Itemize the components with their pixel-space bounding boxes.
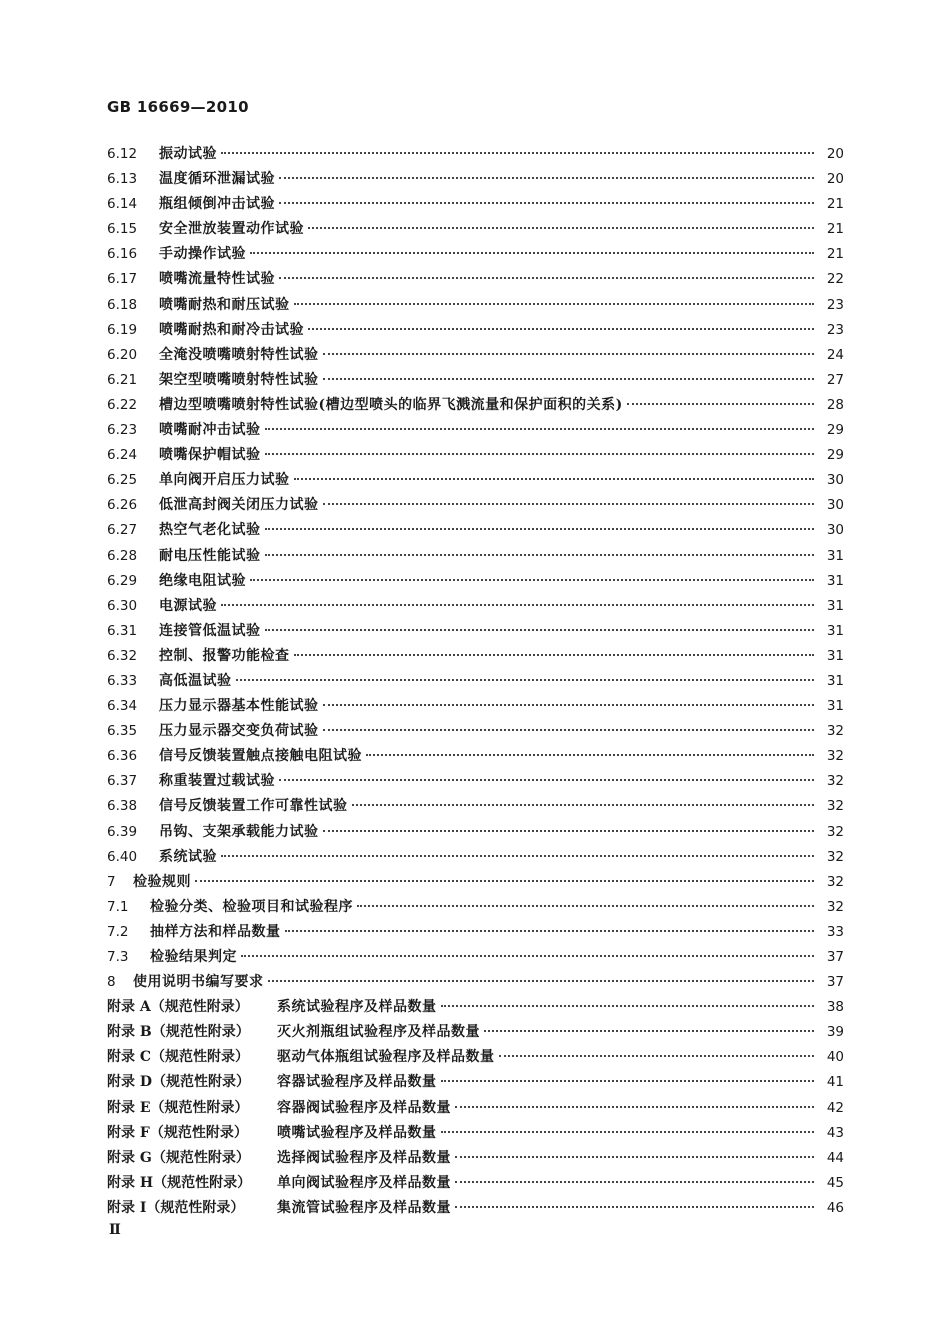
toc-entry-title: 压力显示器基本性能试验 — [159, 698, 319, 715]
toc-dot-leader — [195, 879, 814, 882]
toc-entry-number: 附录 A（规范性附录） — [107, 999, 249, 1016]
toc-entry-page: 32 — [826, 723, 844, 740]
toc-dot-leader — [294, 653, 815, 656]
toc-entry-number: 附录 F（规范性附录） — [107, 1124, 248, 1141]
toc-entry[interactable] — [107, 1096, 844, 1121]
toc-entry-title: 驱动气体瓶组试验程序及样品数量 — [277, 1049, 495, 1066]
toc-entry-page: 27 — [826, 371, 844, 388]
toc-entry-number: 7.1 — [107, 898, 129, 915]
toc-entry-title: 喷嘴耐冲击试验 — [159, 422, 261, 439]
toc-entry-page: 31 — [826, 547, 844, 564]
toc-dot-leader — [484, 1029, 814, 1032]
toc-dot-leader — [308, 327, 814, 330]
toc-entry[interactable] — [107, 443, 844, 468]
toc-entry[interactable] — [107, 995, 844, 1020]
toc-entry-title: 电源试验 — [159, 597, 217, 614]
toc-entry-number: 8 — [107, 974, 116, 991]
toc-entry-number: 6.36 — [107, 748, 138, 765]
toc-entry-page: 37 — [826, 949, 844, 965]
toc-entry[interactable] — [107, 242, 844, 267]
toc-entry[interactable] — [107, 1045, 844, 1070]
toc-dot-leader — [250, 251, 814, 254]
toc-entry-page: 29 — [826, 447, 844, 464]
toc-entry-number: 附录 H（规范性附录） — [107, 1174, 252, 1191]
toc-entry-title: 喷嘴流量特性试验 — [159, 271, 275, 288]
toc-entry[interactable] — [107, 192, 844, 217]
toc-entry[interactable] — [107, 1020, 844, 1045]
toc-entry-page: 32 — [826, 848, 844, 865]
toc-entry-title: 热空气老化试验 — [159, 522, 261, 539]
toc-entry-title: 耐电压性能试验 — [159, 547, 261, 564]
toc-entry-page: 28 — [826, 396, 844, 413]
toc-entry-number: 6.24 — [107, 447, 138, 464]
toc-dot-leader — [627, 402, 814, 405]
toc-entry[interactable] — [107, 744, 844, 769]
toc-dot-leader — [323, 352, 815, 355]
toc-dot-leader — [323, 829, 815, 832]
toc-entry-number: 6.32 — [107, 647, 138, 664]
toc-dot-leader — [441, 1079, 815, 1082]
toc-entry[interactable] — [107, 468, 844, 493]
toc-entry[interactable] — [107, 920, 844, 945]
toc-entry-title: 瓶组倾倒冲击试验 — [159, 196, 275, 213]
toc-entry[interactable] — [107, 870, 844, 895]
toc-dot-leader — [294, 302, 815, 305]
toc-entry-title: 压力显示器交变负荷试验 — [159, 723, 319, 740]
toc-entry-title: 槽边型喷嘴喷射特性试验(槽边型喷头的临界飞溅流量和保护面积的关系) — [159, 396, 623, 413]
toc-entry-title: 容器阀试验程序及样品数量 — [277, 1099, 451, 1116]
toc-entry-title: 温度循环泄漏试验 — [159, 171, 275, 188]
toc-entry-page: 31 — [826, 672, 844, 689]
toc-entry[interactable] — [107, 820, 844, 845]
toc-dot-leader — [455, 1205, 814, 1208]
toc-entry-number: 附录 C（规范性附录） — [107, 1049, 250, 1066]
toc-dot-leader — [265, 527, 815, 530]
toc-entry-title: 全淹没喷嘴喷射特性试验 — [159, 346, 319, 363]
toc-entry-title: 选择阀试验程序及样品数量 — [277, 1149, 451, 1166]
toc-dot-leader — [221, 854, 814, 857]
toc-entry-page: 21 — [826, 221, 844, 238]
toc-entry[interactable] — [107, 794, 844, 819]
toc-dot-leader — [268, 979, 815, 982]
toc-entry-page: 23 — [826, 296, 844, 313]
toc-entry-number: 6.17 — [107, 271, 138, 288]
toc-dot-leader — [265, 553, 815, 556]
toc-entry-title: 系统试验程序及样品数量 — [277, 999, 437, 1016]
toc-dot-leader — [265, 452, 815, 455]
toc-entry-page: 31 — [826, 647, 844, 664]
toc-entry-title: 检验结果判定 — [150, 949, 237, 965]
toc-entry-title: 吊钩、支架承载能力试验 — [159, 823, 319, 840]
toc-dot-leader — [323, 502, 815, 505]
toc-entry-title: 喷嘴试验程序及样品数量 — [277, 1124, 437, 1141]
toc-entry-number: 6.27 — [107, 522, 138, 539]
toc-dot-leader — [441, 1004, 815, 1007]
toc-dot-leader — [241, 954, 814, 957]
toc-entry-page: 40 — [826, 1049, 844, 1066]
standard-code-header: GB 16669—2010 — [107, 98, 249, 116]
toc-entry-page: 22 — [826, 271, 844, 288]
toc-dot-leader — [455, 1105, 814, 1108]
toc-entry-page: 41 — [826, 1074, 844, 1091]
toc-dot-leader — [455, 1180, 814, 1183]
toc-entry-number: 6.15 — [107, 221, 138, 238]
toc-dot-leader — [279, 778, 814, 781]
toc-entry[interactable] — [107, 970, 844, 995]
toc-entry-title: 喷嘴保护帽试验 — [159, 447, 261, 464]
toc-entry-page: 31 — [826, 698, 844, 715]
toc-entry-title: 抽样方法和样品数量 — [150, 923, 281, 940]
toc-entry-page: 31 — [826, 572, 844, 589]
toc-dot-leader — [236, 678, 815, 681]
toc-entry-page: 32 — [826, 873, 844, 890]
toc-entry-number: 6.18 — [107, 296, 138, 313]
toc-entry-title: 灭火剂瓶组试验程序及样品数量 — [277, 1024, 480, 1041]
toc-entry-page: 37 — [826, 974, 844, 991]
toc-dot-leader — [357, 904, 814, 907]
toc-entry-title: 信号反馈装置触点接触电阻试验 — [159, 748, 362, 765]
toc-entry[interactable] — [107, 1121, 844, 1146]
toc-entry-number: 7.2 — [107, 923, 129, 940]
toc-entry-title: 容器试验程序及样品数量 — [277, 1074, 437, 1091]
toc-entry-page: 38 — [826, 999, 844, 1016]
toc-entry-title: 手动操作试验 — [159, 246, 246, 263]
toc-dot-leader — [323, 377, 815, 380]
toc-entry-number: 6.30 — [107, 597, 138, 614]
toc-entry-number: 6.31 — [107, 622, 138, 639]
toc-entry[interactable] — [107, 845, 844, 870]
toc-entry[interactable] — [107, 368, 844, 393]
toc-entry-number: 6.34 — [107, 698, 138, 715]
toc-entry-number: 附录 I（规范性附录） — [107, 1199, 245, 1216]
toc-dot-leader — [352, 803, 815, 806]
toc-entry[interactable] — [107, 544, 844, 569]
toc-entry-title: 检验规则 — [133, 873, 191, 890]
toc-entry-number: 6.21 — [107, 371, 138, 388]
toc-entry-page: 42 — [826, 1099, 844, 1116]
toc-entry-title: 高低温试验 — [159, 672, 232, 689]
toc-entry-page: 32 — [826, 798, 844, 815]
toc-entry-page: 33 — [826, 923, 844, 940]
toc-entry[interactable] — [107, 769, 844, 794]
toc-dot-leader — [308, 226, 814, 229]
toc-entry[interactable] — [107, 669, 844, 694]
toc-entry-title: 单向阀试验程序及样品数量 — [277, 1174, 451, 1191]
toc-dot-leader — [285, 929, 815, 932]
toc-entry-page: 30 — [826, 472, 844, 489]
toc-entry-title: 安全泄放装置动作试验 — [159, 221, 304, 238]
toc-entry-number: 7.3 — [107, 949, 129, 965]
toc-entry-number: 附录 B（规范性附录） — [107, 1024, 250, 1041]
toc-entry-page: 21 — [826, 196, 844, 213]
toc-entry-title: 称重装置过载试验 — [159, 773, 275, 790]
toc-entry-page: 45 — [826, 1174, 844, 1191]
toc-entry-number: 6.13 — [107, 171, 138, 188]
toc-dot-leader — [279, 276, 814, 279]
toc-entry[interactable] — [107, 393, 844, 418]
toc-entry-title: 架空型喷嘴喷射特性试验 — [159, 371, 319, 388]
toc-entry-page: 39 — [826, 1024, 844, 1041]
toc-dot-leader — [250, 578, 814, 581]
toc-entry[interactable] — [107, 217, 844, 242]
toc-entry-number: 6.25 — [107, 472, 138, 489]
toc-dot-leader — [455, 1155, 814, 1158]
toc-entry-page: 20 — [826, 171, 844, 188]
toc-entry-number: 6.14 — [107, 196, 138, 213]
toc-entry-number: 6.23 — [107, 422, 138, 439]
toc-entry[interactable] — [107, 945, 844, 970]
toc-entry[interactable] — [107, 719, 844, 744]
toc-entry[interactable] — [107, 493, 844, 518]
toc-entry[interactable] — [107, 895, 844, 920]
toc-entry-title: 绝缘电阻试验 — [159, 572, 246, 589]
toc-entry-page: 21 — [826, 246, 844, 263]
toc-entry-number: 6.26 — [107, 497, 138, 514]
toc-entry-title: 信号反馈装置工作可靠性试验 — [159, 798, 348, 815]
toc-dot-leader — [323, 728, 815, 731]
toc-entry-page: 23 — [826, 321, 844, 338]
toc-entry-title: 检验分类、检验项目和试验程序 — [150, 898, 353, 915]
toc-entry[interactable] — [107, 293, 844, 318]
toc-entry[interactable] — [107, 569, 844, 594]
toc-entry-page: 24 — [826, 346, 844, 363]
toc-entry-page: 30 — [826, 497, 844, 514]
toc-dot-leader — [265, 427, 815, 430]
toc-entry-number: 6.19 — [107, 321, 138, 338]
toc-entry-page: 30 — [826, 522, 844, 539]
toc-entry[interactable] — [107, 619, 844, 644]
toc-dot-leader — [279, 201, 814, 204]
toc-entry-page: 20 — [826, 146, 844, 162]
toc-entry-page: 43 — [826, 1124, 844, 1141]
toc-entry-page: 31 — [826, 622, 844, 639]
toc-entry-title: 集流管试验程序及样品数量 — [277, 1199, 451, 1216]
toc-entry-number: 6.22 — [107, 396, 138, 413]
toc-dot-leader — [265, 628, 815, 631]
toc-entry-number: 6.39 — [107, 823, 138, 840]
toc-entry-number: 6.20 — [107, 346, 138, 363]
toc-entry[interactable] — [107, 418, 844, 443]
toc-entry-page: 46 — [826, 1199, 844, 1216]
toc-dot-leader — [221, 603, 814, 606]
toc-entry-number: 7 — [107, 873, 116, 890]
toc-entry[interactable] — [107, 318, 844, 343]
toc-dot-leader — [441, 1130, 815, 1133]
toc-entry-number: 6.29 — [107, 572, 138, 589]
toc-entry[interactable] — [107, 1171, 844, 1196]
toc-entry-number: 附录 D（规范性附录） — [107, 1074, 251, 1091]
toc-entry-number: 6.40 — [107, 848, 138, 865]
toc-entry[interactable] — [107, 1196, 844, 1221]
toc-entry-title: 系统试验 — [159, 848, 217, 865]
toc-entry[interactable] — [107, 644, 844, 669]
toc-dot-leader — [366, 753, 814, 756]
toc-entry-number: 6.38 — [107, 798, 138, 815]
toc-entry-title: 控制、报警功能检查 — [159, 647, 290, 664]
toc-entry-title: 喷嘴耐热和耐压试验 — [159, 296, 290, 313]
toc-entry-title: 使用说明书编写要求 — [133, 974, 264, 991]
toc-entry[interactable] — [107, 343, 844, 368]
toc-entry-page: 32 — [826, 773, 844, 790]
toc-entry-title: 振动试验 — [159, 146, 217, 162]
toc-entry-number: 6.33 — [107, 672, 138, 689]
toc-entry[interactable] — [107, 518, 844, 543]
toc-entry[interactable] — [107, 594, 844, 619]
toc-entry-title: 喷嘴耐热和耐冷击试验 — [159, 321, 304, 338]
toc-entry[interactable] — [107, 142, 844, 167]
toc-entry-number: 6.28 — [107, 547, 138, 564]
toc-entry-page: 29 — [826, 422, 844, 439]
toc-entry-number: 6.35 — [107, 723, 138, 740]
toc-dot-leader — [279, 176, 814, 179]
toc-entry-page: 32 — [826, 898, 844, 915]
toc-entry[interactable] — [107, 1146, 844, 1171]
toc-entry-title: 连接管低温试验 — [159, 622, 261, 639]
toc-entry[interactable] — [107, 167, 844, 192]
toc-entry-page: 31 — [826, 597, 844, 614]
toc-dot-leader — [221, 151, 814, 154]
toc-dot-leader — [323, 703, 815, 706]
toc-entry-page: 32 — [826, 748, 844, 765]
toc-entry-title: 低泄高封阀关闭压力试验 — [159, 497, 319, 514]
toc-entry-page: 44 — [826, 1149, 844, 1166]
toc-dot-leader — [294, 477, 815, 480]
toc-entry[interactable] — [107, 1070, 844, 1095]
page-number-footer: Ⅱ — [109, 1222, 121, 1238]
toc-entry-number: 6.16 — [107, 246, 138, 263]
toc-entry-page: 32 — [826, 823, 844, 840]
toc-entry[interactable] — [107, 694, 844, 719]
toc-entry-number: 6.12 — [107, 146, 138, 162]
toc-entry-number: 附录 G（规范性附录） — [107, 1149, 250, 1166]
table-of-contents — [107, 142, 844, 1221]
toc-entry-number: 附录 E（规范性附录） — [107, 1099, 249, 1116]
toc-entry-title: 单向阀开启压力试验 — [159, 472, 290, 489]
toc-dot-leader — [499, 1054, 815, 1057]
toc-entry-number: 6.37 — [107, 773, 138, 790]
toc-entry[interactable] — [107, 267, 844, 292]
